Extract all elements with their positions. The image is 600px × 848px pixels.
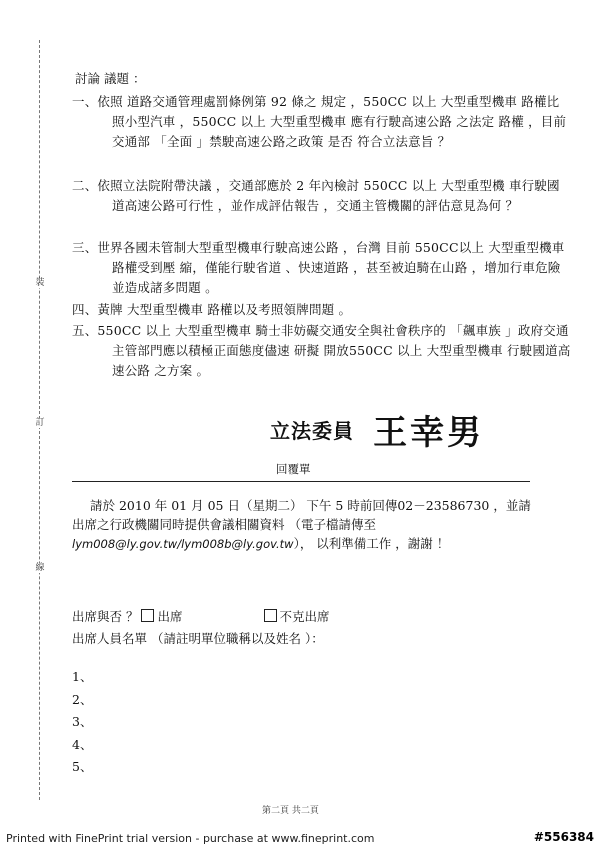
attend-no-label: 不克出席 (279, 609, 330, 624)
agenda-item: 三、世界各國未管制大型重型機車行駛高速公路 ，台灣 目前 550CC以上 大型重型機車 路權受到壓 縮，僅能行駛省道 、快速道路 ，甚至被迫騎在山路 ，增加行車危險並造成諸多問題 。 (72, 240, 565, 295)
reply-text: 請於 2010 年 01 月 05 日（星期二） 下午 5 時前回傳02－23586730 ，並請出席之行政機關同時提供會議相關資料 （電子檔請傳至 (72, 498, 531, 532)
email-address[interactable]: lym008@ly.gov.tw/lym008b@ly.gov.tw (72, 537, 294, 551)
print-footer: Printed with FinePrint trial version - purchase at www.fineprint.com (6, 832, 375, 845)
attendee-line: 3、 (72, 714, 93, 729)
signature-block (270, 405, 484, 455)
agenda-item: 五、550CC 以上 大型重型機車 騎士非妨礙交通安全與社會秩序的 「飆車族 」政府交通主管部門應以積極正面態度儘速 研擬 開放550CC 以上 大型重型機車 行駛國道高速公路 之方案 。 (72, 323, 571, 378)
binding-mark: 訂 (35, 418, 45, 428)
attend-no-checkbox[interactable] (264, 609, 277, 622)
attend-yes-checkbox[interactable] (141, 609, 154, 622)
reply-text-end: ）， 以利準備工作 ，謝謝 ！ (293, 536, 450, 551)
attend-yes-label: 出席 (157, 609, 183, 624)
section-divider (72, 481, 530, 482)
agenda-item: 一、依照 道路交通管理處罰條例第 92 條之 規定 ，550CC 以上 大型重型機車 路權比照小型汽車 ，550CC 以上 大型重型機車 應有行駛高速公路 之法定 路權 ，目前 交通部 「全面 」禁駛高速公路之政策 是否 符合立法意旨 ？ (72, 94, 567, 149)
attendee-line: 4、 (72, 736, 93, 752)
signature-name: 王幸男 (373, 413, 485, 453)
attendee-list-label: 出席人員名單 （請註明單位職稱以及姓名 ）： (72, 631, 324, 646)
attendee-line: 1、 (72, 669, 93, 684)
attendance-row (72, 607, 330, 625)
signature-title: 立法委員 (270, 419, 354, 443)
attendee-line: 2、 (72, 691, 93, 707)
page-number: 第二頁 共二頁 (262, 806, 319, 816)
attendance-label: 出席與否 ？ (72, 609, 139, 624)
receipt-title: 回覆單 (276, 462, 311, 476)
attendee-numbered-lines (72, 667, 92, 780)
reply-instructions (72, 496, 542, 554)
discussion-heading: 討論 議題 ： (75, 71, 146, 86)
document-id: #556384 (533, 830, 594, 844)
binding-mark: 裝 (35, 278, 45, 288)
agenda-item: 二、依照立法院附帶決議 ，交通部應於 2 年內檢討 550CC 以上 大型重型機 車行駛國道高速公路可行性 ，並作成評估報告 ，交通主管機關的評估意見為何 ？ (72, 178, 560, 213)
attendee-line: 5、 (72, 759, 93, 774)
binding-mark: 線 (35, 563, 45, 573)
agenda-item: 四、黃牌 大型重型機車 路權以及考照領牌問題 。 (72, 302, 352, 317)
